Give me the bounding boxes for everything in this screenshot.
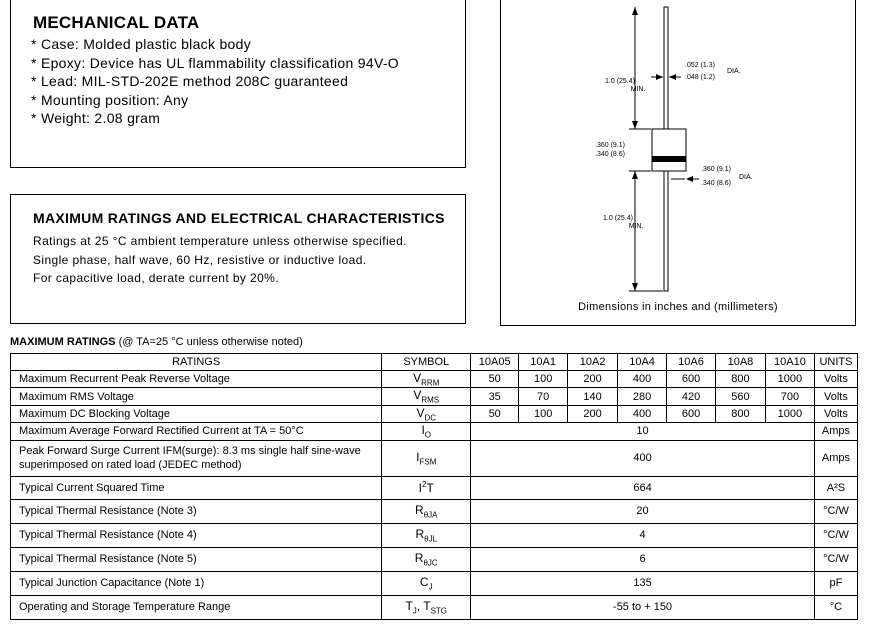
table-row (11, 388, 858, 405)
rating-cell: Operating and Storage Temperature Range (11, 595, 382, 619)
mechanical-item: * Epoxy: Device has UL flammability classification 94V-O (31, 54, 399, 71)
value-cell: 35 (471, 388, 519, 405)
value-cell: 100 (519, 405, 568, 422)
rating-cell: Peak Forward Surge Current IFM(surge): 8.3 ms single half sine-wave superimposed on rated load (JEDEC method) (11, 440, 382, 476)
mechanical-item: * Case: Molded plastic black body (31, 36, 252, 52)
value-cell: 600 (667, 405, 716, 422)
table-header-row (11, 354, 858, 371)
symbol-cell: $I^2T$ (382, 476, 471, 499)
unit-cell: °C/W (814, 499, 857, 523)
max-ratings-table (10, 353, 858, 620)
mechanical-data-list (31, 35, 465, 128)
rating-cell: Typical Thermal Resistance (Note 5) (11, 547, 382, 571)
header-part: 10A10 (765, 354, 814, 371)
lead-min-top-label: MIN. (630, 86, 646, 93)
table-row (11, 423, 858, 440)
symbol-cell: $V_{RMS}$ (382, 388, 471, 405)
cathode-band (652, 156, 686, 162)
header-part: 10A4 (618, 354, 667, 371)
rating-cell: Typical Thermal Resistance (Note 4) (11, 523, 382, 547)
mechanical-item: * Weight: 2.08 gram (31, 110, 161, 126)
bottom-lead (664, 171, 668, 291)
header-symbol: SYMBOL (382, 354, 471, 371)
unit-cell: Volts (814, 371, 857, 388)
value-cell: 800 (715, 371, 765, 388)
ratings-description-title: MAXIMUM RATINGS AND ELECTRICAL CHARACTERISTICS (33, 210, 445, 226)
max-ratings-note: (@ TA=25 °C unless otherwise noted) (118, 336, 303, 348)
table-row (11, 476, 858, 499)
ratings-description-box (10, 194, 466, 324)
unit-cell: Amps (814, 423, 857, 440)
symbol-cell: $V_{DC}$ (382, 405, 471, 422)
value-cell: 1000 (765, 405, 814, 422)
rating-cell: Typical Thermal Resistance (Note 3) (11, 499, 382, 523)
ratings-description-line: Single phase, half wave, 60 Hz, resistive or inductive load. (33, 252, 367, 267)
value-cell: 135 (471, 571, 815, 595)
mechanical-item: * Mounting position: Any (31, 91, 189, 108)
unit-cell: Amps (814, 440, 857, 476)
table-row (11, 571, 858, 595)
ratings-description-line: Ratings at 25 °C ambient temperature unless otherwise specified. (33, 234, 407, 248)
lead-dia-max-label: .052 (1.3) (685, 62, 715, 69)
table-row (11, 523, 858, 547)
dimension-drawing-box (500, 0, 856, 326)
value-cell: 800 (715, 405, 765, 422)
table-row (11, 499, 858, 523)
value-cell: 10 (471, 423, 815, 440)
value-cell: 200 (568, 371, 618, 388)
top-lead (664, 7, 668, 129)
value-cell: 140 (568, 388, 618, 405)
header-part: 10A2 (568, 354, 618, 371)
max-ratings-heading: MAXIMUM RATINGS (10, 336, 116, 348)
header-part: 10A8 (715, 354, 765, 371)
symbol-cell: $I_{FSM}$ (382, 440, 471, 476)
unit-cell: pF (814, 571, 857, 595)
value-cell: 70 (519, 388, 568, 405)
value-cell: 1000 (765, 371, 814, 388)
value-cell: 4 (471, 523, 815, 547)
value-cell: 20 (471, 499, 815, 523)
symbol-cell: $I_O$ (382, 423, 471, 440)
lead-length-top-label: 1.0 (25.4) (605, 78, 635, 85)
table-row (11, 371, 858, 388)
unit-cell: °C (814, 595, 857, 619)
value-cell: 100 (519, 371, 568, 388)
value-cell: 664 (471, 476, 815, 499)
lead-length-bottom-label: 1.0 (25.4) (603, 215, 633, 222)
value-cell: 400 (471, 440, 815, 476)
header-units: UNITS (814, 354, 857, 371)
header-part: 10A1 (519, 354, 568, 371)
body-dia-max-label: .360 (9.1) (701, 166, 731, 173)
symbol-cell: $C_J$ (382, 571, 471, 595)
ratings-description-line: For capacitive load, derate current by 20%. (33, 271, 279, 286)
value-cell: 200 (568, 405, 618, 422)
rating-cell: Maximum DC Blocking Voltage (11, 405, 382, 422)
value-cell: 420 (667, 388, 716, 405)
value-cell: 50 (471, 405, 519, 422)
symbol-cell: $R_{\theta JA}$ (382, 499, 471, 523)
value-cell: 50 (471, 371, 519, 388)
rating-cell: Maximum RMS Voltage (11, 388, 382, 405)
unit-cell: Volts (814, 405, 857, 422)
unit-cell: A²S (814, 476, 857, 499)
rating-cell: Typical Current Squared Time (11, 476, 382, 499)
symbol-cell: $R_{\theta JL}$ (382, 523, 471, 547)
lead-dia-min-label: .048 (1.2) (685, 74, 715, 81)
table-row (11, 440, 858, 476)
symbol-cell: $T_J$, $T_{STG}$ (382, 595, 471, 619)
header-part: 10A6 (667, 354, 716, 371)
symbol-cell: $V_{RRM}$ (382, 371, 471, 388)
dimension-caption: Dimensions in inches and (millimeters) (578, 301, 778, 313)
unit-cell: °C/W (814, 547, 857, 571)
header-part: 10A05 (471, 354, 519, 371)
value-cell: 400 (618, 405, 667, 422)
value-cell: -55 to + 150 (471, 595, 815, 619)
symbol-cell: $R_{\theta JC}$ (382, 547, 471, 571)
table-row (11, 405, 858, 422)
value-cell: 6 (471, 547, 815, 571)
body-dia-min-label: .340 (8.6) (701, 180, 731, 187)
dia-label-1: DIA. (727, 68, 741, 75)
dia-label-2: DIA. (739, 174, 753, 181)
unit-cell: °C/W (814, 523, 857, 547)
body-length-min-label: .340 (8.6) (595, 151, 625, 158)
rating-cell: Maximum Average Forward Rectified Current at TA = 50°C (11, 423, 382, 440)
value-cell: 400 (618, 371, 667, 388)
max-ratings-table-title (10, 336, 303, 348)
value-cell: 700 (765, 388, 814, 405)
rating-cell: Maximum Recurrent Peak Reverse Voltage (11, 371, 382, 388)
value-cell: 600 (667, 371, 716, 388)
table-row (11, 547, 858, 571)
table-row (11, 595, 858, 619)
diode-body (652, 129, 686, 171)
mechanical-data-box (10, 0, 466, 168)
mechanical-item: * Lead: MIL-STD-202E method 208C guaranteed (31, 73, 349, 89)
mechanical-data-title: MECHANICAL DATA (33, 13, 200, 32)
diode-outline-drawing (501, 0, 857, 299)
value-cell: 560 (715, 388, 765, 405)
rating-cell: Typical Junction Capacitance (Note 1) (11, 571, 382, 595)
lead-min-bottom-label: MIN. (628, 223, 644, 230)
body-length-max-label: .360 (9.1) (595, 142, 625, 149)
value-cell: 280 (618, 388, 667, 405)
unit-cell: Volts (814, 388, 857, 405)
header-ratings: RATINGS (11, 354, 382, 371)
